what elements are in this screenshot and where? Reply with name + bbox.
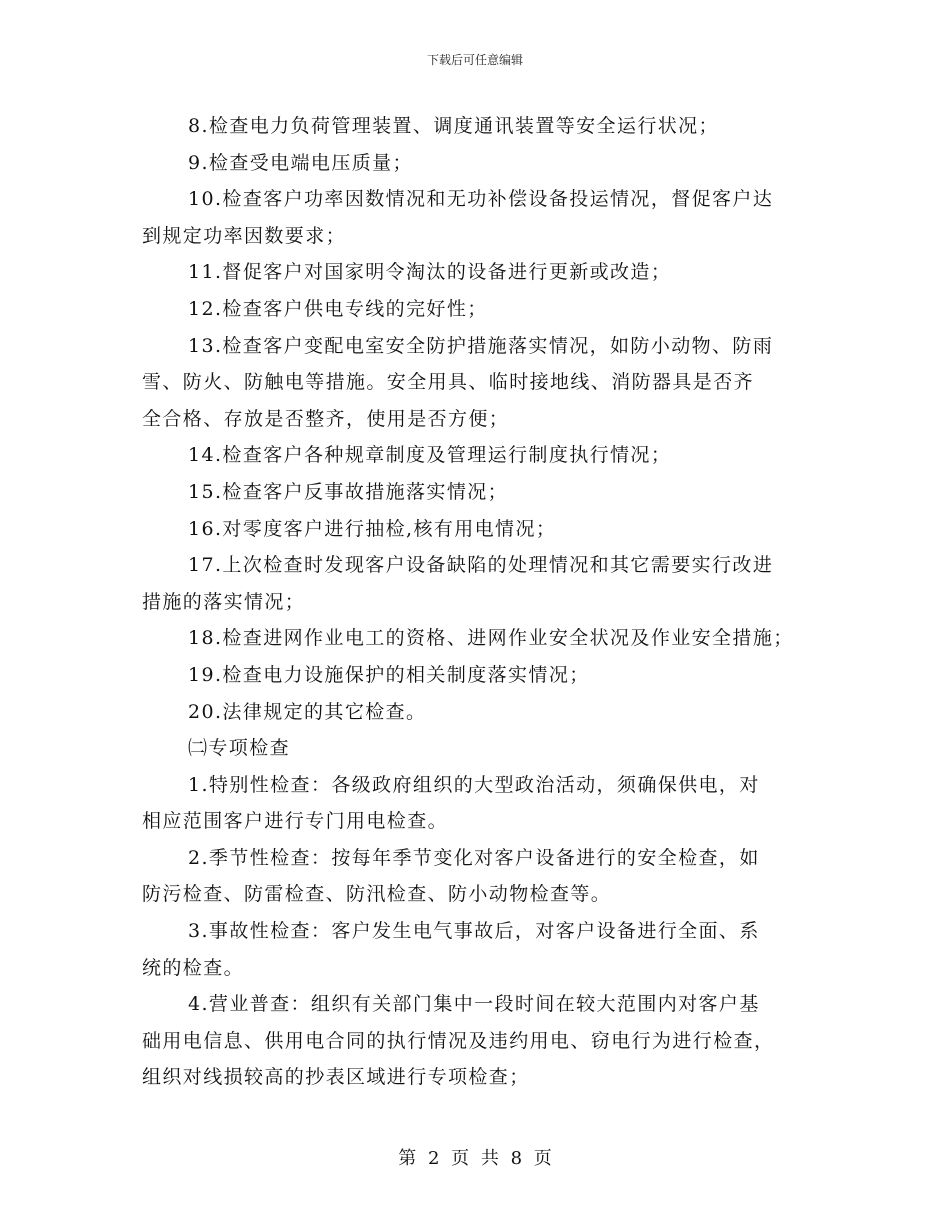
paragraph-line: 统的检查。 [142,956,245,979]
page-header [0,52,950,68]
page-footer [0,1148,950,1170]
paragraph-line: 13.检查客户变配电室安全防护措施落实情况，如防小动物、防雨 [188,334,774,357]
paragraph-line: 相应范围客户进行专门用电检查。 [142,810,449,833]
paragraph-line: 到规定功率因数要求； [142,224,347,247]
paragraph-line: 全合格、存放是否整齐，使用是否方便； [142,407,510,430]
paragraph-line: 12.检查客户供电专线的完好性； [188,297,488,320]
section-heading: ㈡专项检查 [188,737,291,760]
paragraph-line: 2.季节性检查：按每年季节变化对客户设备进行的安全检查，如 [188,846,760,869]
paragraph-line: 雪、防火、防触电等措施。安全用具、临时接地线、消防器具是否齐 [142,371,755,394]
paragraph-line: 11.督促客户对国家明令淘汰的设备进行更新或改造； [188,261,672,284]
current-page-number: 2 [427,1148,440,1169]
paragraph-line: 14.检查客户各种规章制度及管理运行制度执行情况； [188,444,672,467]
footer-label-page: 页 [451,1148,470,1169]
paragraph-line: 9.检查受电端电压质量； [188,151,413,174]
paragraph-line: 15.检查客户反事故措施落实情况； [188,480,509,503]
paragraph-line: 1.特别性检查：各级政府组织的大型政治活动，须确保供电，对 [188,773,760,796]
paragraph-line: 措施的落实情况； [142,590,306,613]
total-pages-number: 8 [510,1148,523,1169]
paragraph-line: 3.事故性检查：客户发生电气事故后，对客户设备进行全面、系 [188,920,760,943]
footer-label-suffix: 页 [533,1148,552,1169]
paragraph-line: 17.上次检查时发现客户设备缺陷的处理情况和其它需要实行改进 [188,554,774,577]
footer-label-prefix: 第 [398,1148,417,1169]
document-body [142,108,822,1096]
paragraph-line: 4.营业普查：组织有关部门集中一段时间在较大范围内对客户基 [188,993,760,1016]
paragraph-line: 础用电信息、供用电合同的执行情况及违约用电、窃电行为进行检查， [142,1029,775,1052]
paragraph-line: 16.对零度客户进行抽检,核有用电情况； [188,517,557,540]
paragraph-line: 组织对线损较高的抄表区域进行专项检查； [142,1066,530,1089]
header-text: 下载后可任意编辑 [426,53,523,67]
paragraph-line: 10.检查客户功率因数情况和无功补偿设备投运情况，督促客户达 [188,188,774,211]
paragraph-line: 19.检查电力设施保护的相关制度落实情况； [188,663,590,686]
footer-label-total: 共 [480,1148,499,1169]
paragraph-line: 8.检查电力负荷管理装置、调度通讯装置等安全运行状况； [188,115,719,137]
paragraph-line: 防污检查、防雷检查、防汛检查、防小动物检查等。 [142,883,612,906]
paragraph-line: 20.法律规定的其它检查。 [188,700,427,723]
paragraph-line: 18.检查进网作业电工的资格、进网作业安全状况及作业安全措施； [188,627,794,650]
